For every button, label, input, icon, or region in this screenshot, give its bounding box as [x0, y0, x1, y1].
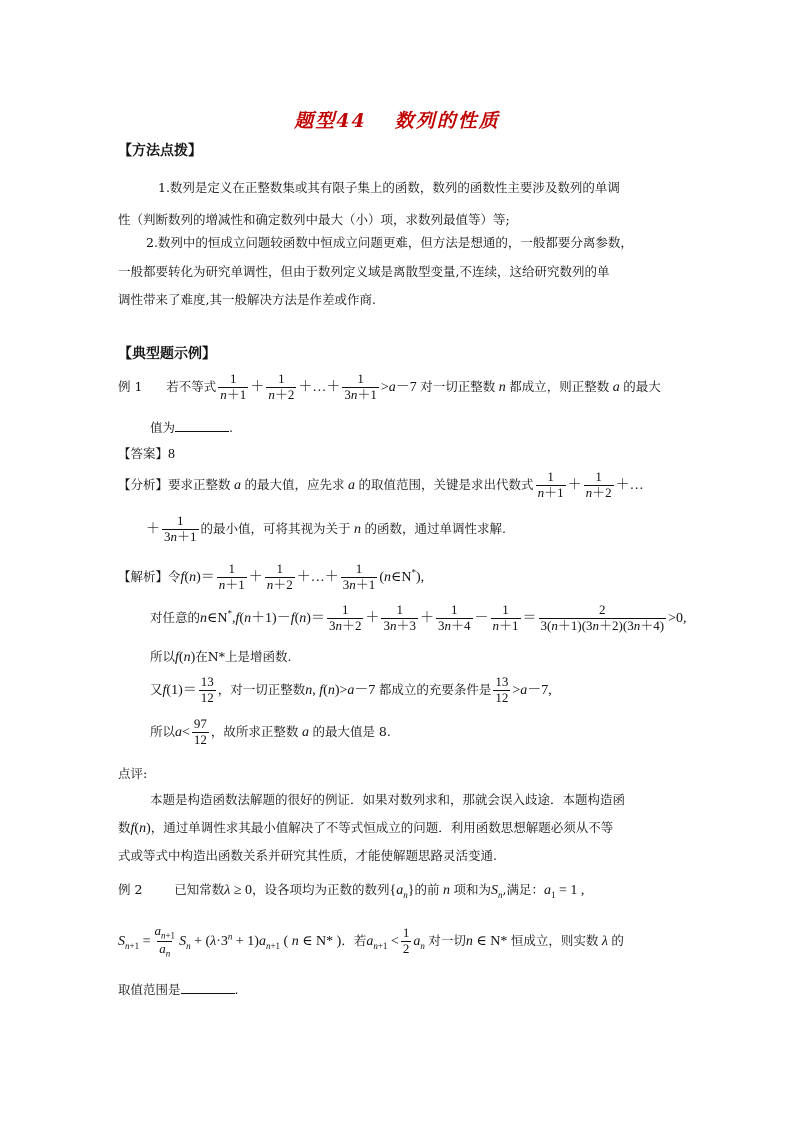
method-paragraph-1-line-2: 性（判断数列的增减性和确定数列中最大（小）项，求数列最值等）等;: [118, 212, 510, 227]
example-1-comment-line-2: 数f(n)，通过单调性求其最小值解决了不等式恒成立的问题．利用函数思想解题必须从不等: [118, 820, 614, 836]
example-2-line-2: $S_{n+1}$ = $\frac{a_{n+1}}{a_n}$ $S_n + (\lambda\cdot 3^n + 1)a_{n+1}$ ( n ∈ N* )．若$a_{n+1}$ < $\frac{1}{2}$ $a_n$ 对一切n ∈ N* 恒成立，则实数 λ 的: [118, 923, 624, 959]
example-1-answer: 【答案】8: [118, 446, 176, 462]
method-paragraph-2-line-3: 调性带来了难度,其一般解决方法是作差或作商.: [118, 292, 376, 307]
method-paragraph-1-line-1: 1.数列是定义在正整数集或其有限子集上的函数，数列的函数性主要涉及数列的单调: [158, 180, 620, 195]
example-2-line-3: 取值范围是 .: [118, 982, 239, 997]
example-1-analysis-line-2: ＋ $\frac{1}{3n+1}$ 的最小值，可将其视为关于 n 的函数，通过单调性求解.: [146, 513, 507, 544]
example-1-line-1: 例 1 若不等式 $\frac{1}{n+1}$ ＋ $\frac{1}{n+2}$ ＋…＋ $\frac{1}{3n+1}$ >a－7 对一切正整数 n 都成立，则正整数 a 的最大: [118, 371, 661, 402]
example-1-solution-line-4: 又f(1)＝ $\frac{13}{12}$ ，对一切正整数n, f(n)>a－7 都成立的充要条件是 $\frac{13}{12}$ >a－7,: [150, 674, 552, 705]
example-1-solution-line-5: 所以a< $\frac{97}{12}$ ，故所求正整数 a 的最大值是 8.: [150, 716, 391, 747]
example-1-line-2: 值为 .: [150, 420, 233, 435]
example-1-comment-line-1: 本题是构造函数法解题的很好的例证．如果对数列求和，那就会误入歧途．本题构造函: [150, 792, 626, 807]
example-1-solution-line-2: 对任意的n∈N*,f(n＋1)－f(n)＝ $\frac{1}{3n+2}$ ＋ $\frac{1}{3n+3}$ ＋ $\frac{1}{3n+4}$ － $\frac{1}{n+1}$ ＝ $\frac{2}{3(n+1)(3n+2)(3n+4)}$ >0,: [150, 602, 687, 633]
example-1-solution-line-3: 所以f(n)在N*上是增函数.: [150, 649, 292, 665]
example-1-analysis-line-1: 【分析】要求正整数 a 的最大值，应先求 a 的取值范围，关键是求出代数式 $\frac{1}{n+1}$ ＋ $\frac{1}{n+2}$ ＋…: [118, 469, 644, 500]
method-paragraph-2-line-1: 2.数列中的恒成立问题较函数中恒成立问题更难，但方法是想通的，一般都要分离参数，: [146, 235, 633, 250]
example-1-solution-line-1: 【解析】令f(n)＝ $\frac{1}{n+1}$ ＋ $\frac{1}{n+2}$ ＋…＋ $\frac{1}{3n+1}$ (n∈N*),: [118, 561, 425, 592]
example-1-comment-label: 点评:: [118, 766, 148, 781]
page-title: 题型44 数列的性质: [294, 110, 500, 132]
examples-heading: 【典型题示例】: [118, 346, 216, 362]
method-paragraph-2-line-2: 一般都要转化为研究单调性，但由于数列定义域是离散型变量,不连续，这给研究数列的单: [118, 264, 610, 279]
example-2-line-1: 例 2 已知常数λ ≥ 0，设各项均为正数的数列$\{a_n\}$的前 n 项和为$S_n$,满足：$a_1 = 1$ ,: [118, 882, 585, 900]
example-1-comment-line-3: 式或等式中构造出函数关系并研究其性质，才能使解题思路灵活变通.: [118, 848, 497, 863]
method-heading: 【方法点拨】: [118, 143, 202, 159]
